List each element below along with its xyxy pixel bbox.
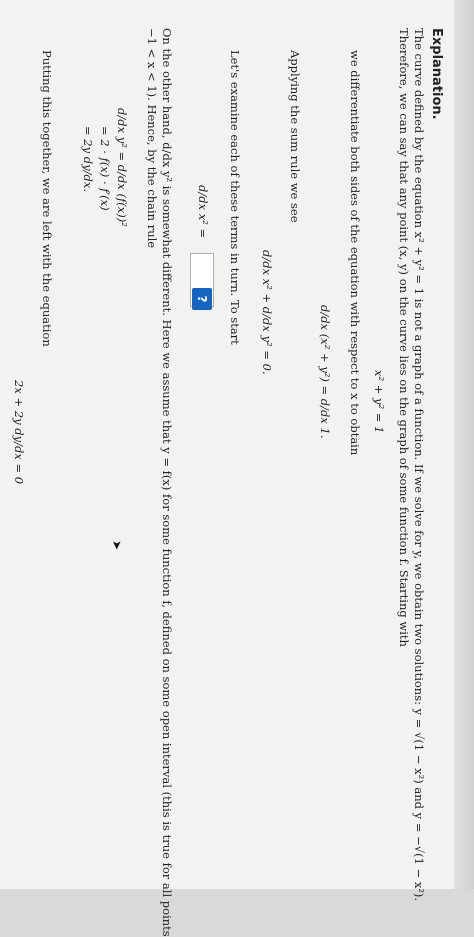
paragraph-putting-together: Putting this together, we are left with the equation: [40, 50, 54, 347]
top-shadow-strip: [454, 0, 474, 889]
paragraph-differentiate: we differentiate both sides of the equation with respect to x to obtain: [348, 50, 362, 456]
paragraph-intro-line2: Therefore, we can say that any point (x, y) on the curve lies on the graph of some function f. Starting with: [397, 28, 411, 647]
equation-chain-rule-line3: = 2y dy/dx.: [81, 126, 95, 192]
equation-differentiated: d/dx (x² + y²) = d/dx 1.: [318, 305, 332, 439]
equation-final: 2x + 2y dy/dx = 0: [12, 380, 26, 485]
equation-sum-rule: d/dx x² + d/dx y² = 0.: [260, 250, 274, 375]
help-question-button[interactable]: ?: [192, 288, 212, 310]
paragraph-intro-line1: The curve defined by the equation x² + y² = 1 is not a graph of a function. If we solve for y, we obtain two solutions: y = √(1 − x²) and y = −√(1 − x²).: [412, 28, 426, 902]
equation-derivative-x2: d/dx x² =: [196, 185, 210, 239]
explanation-heading: Explanation.: [429, 28, 444, 120]
paragraph-sum-rule: Applying the sum rule we see: [288, 50, 302, 223]
equation-circle: x² + y² = 1: [372, 370, 386, 434]
mouse-cursor-icon: ➤: [110, 540, 124, 551]
paragraph-other-hand-line1: On the other hand, d/dx y² is somewhat different. Here we assume that y = f(x) for some function f, defined on some open interval (this is true for all points: [160, 28, 174, 937]
equation-chain-rule-line1: d/dx y² = d/dx (f(x))²: [115, 108, 129, 227]
equation-chain-rule-line2: = 2 · f(x) · f′(x): [98, 126, 112, 211]
paragraph-examine-terms: Let's examine each of these terms in turn. To start: [228, 50, 242, 345]
paragraph-other-hand-line2: −1 < x < 1). Hence, by the chain rule: [145, 28, 159, 249]
